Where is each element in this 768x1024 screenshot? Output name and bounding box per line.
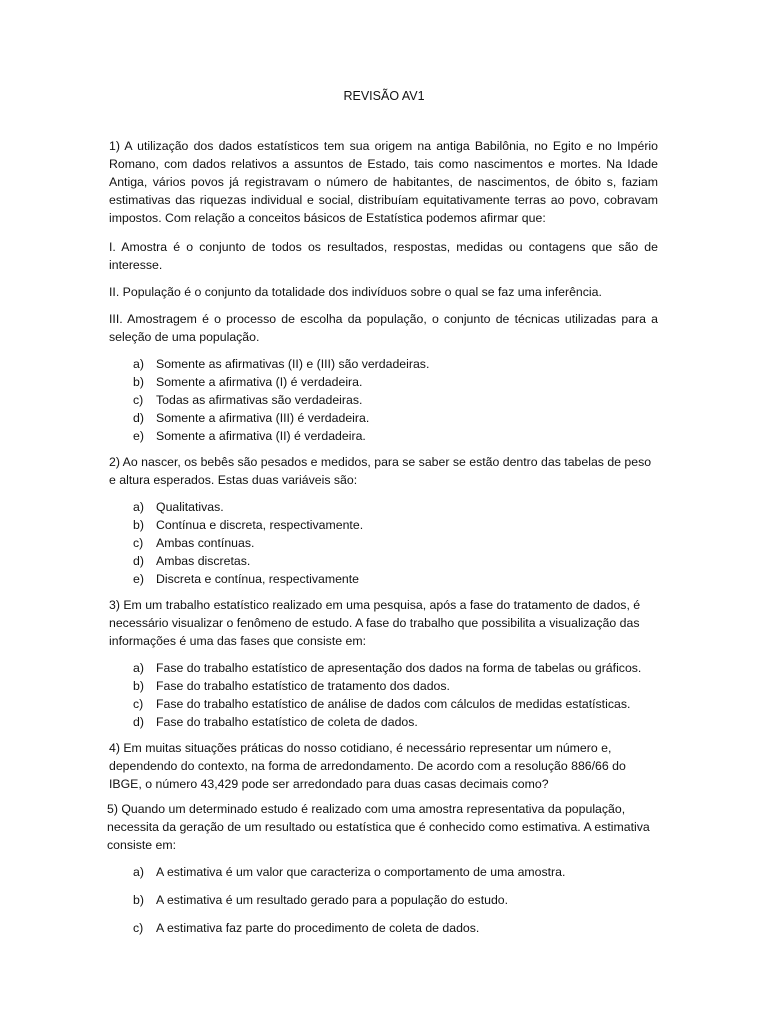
option-letter: b): [133, 893, 144, 907]
option-text: Qualitativas.: [156, 500, 224, 514]
option-text: Fase do trabalho estatístico de análise de dados com cálculos de medidas estatísticas.: [156, 697, 631, 711]
question-1-statement-1: I. Amostra é o conjunto de todos os resultados, respostas, medidas ou contagens que são de interesse.: [109, 240, 658, 272]
option-text: Somente as afirmativas (II) e (III) são verdadeiras.: [156, 357, 430, 371]
question-4-text: 4) Em muitas situações práticas do nosso cotidiano, é necessário representar um número e, dependendo do contexto, na forma de arredondamento. De acordo com a resolução 886/66 do IBGE, o número 43,429 pode ser arredondado para duas casas decimais como?: [109, 741, 626, 791]
option-text: Somente a afirmativa (I) é verdadeira.: [156, 375, 363, 389]
option-letter: a): [133, 865, 144, 879]
question-5-options: [133, 863, 673, 947]
option-text: Fase do trabalho estatístico de coleta de dados.: [156, 715, 418, 729]
option-item: [133, 659, 673, 677]
option-text: Fase do trabalho estatístico de apresentação dos dados na forma de tabelas ou gráficos.: [156, 661, 642, 675]
option-letter: a): [133, 357, 144, 371]
option-text: A estimativa faz parte do procedimento de coleta de dados.: [156, 921, 480, 935]
question-2-text: 2) Ao nascer, os bebês são pesados e medidos, para se saber se estão dentro das tabelas de peso e altura esperados. Estas duas variáveis são:: [109, 455, 652, 487]
option-letter: e): [133, 429, 144, 443]
option-letter: d): [133, 411, 144, 425]
option-letter: c): [133, 536, 144, 550]
option-item: [133, 677, 673, 695]
option-letter: a): [133, 661, 144, 675]
option-item: [133, 409, 673, 427]
option-text: Todas as afirmativas são verdadeiras.: [156, 393, 363, 407]
question-2-options: [133, 498, 673, 588]
option-letter: b): [133, 518, 144, 532]
option-text: Ambas contínuas.: [156, 536, 255, 550]
option-item: [133, 373, 673, 391]
option-item: [133, 355, 673, 373]
option-item: [133, 695, 673, 713]
option-letter: c): [133, 921, 144, 935]
question-1-statement-3: III. Amostragem é o processo de escolha da população, o conjunto de técnicas utilizadas para a seleção de uma população.: [109, 312, 658, 344]
option-text: Ambas discretas.: [156, 554, 251, 568]
question-1-statement-2: II. População é o conjunto da totalidade dos indivíduos sobre o qual se faz uma inferência.: [109, 285, 602, 299]
option-item: [133, 516, 673, 534]
question-1-options: [133, 355, 673, 445]
question-3-text: 3) Em um trabalho estatístico realizado em uma pesquisa, após a fase do tratamento de dados, é necessário visualizar o fenômeno de estudo. A fase do trabalho que possibilita a visualização das informações é uma das fases que consiste em:: [109, 598, 641, 648]
page-title: REVISÃO AV1: [343, 89, 425, 103]
option-item: [133, 863, 673, 881]
option-item: [133, 391, 673, 409]
option-letter: a): [133, 500, 144, 514]
option-letter: d): [133, 715, 144, 729]
option-text: Somente a afirmativa (II) é verdadeira.: [156, 429, 366, 443]
option-item: [133, 570, 673, 588]
option-letter: d): [133, 554, 144, 568]
option-letter: e): [133, 572, 144, 586]
option-item: [133, 552, 673, 570]
option-letter: c): [133, 697, 144, 711]
option-item: [133, 534, 673, 552]
option-text: Discreta e contínua, respectivamente: [156, 572, 360, 586]
option-item: [133, 919, 673, 937]
question-5-text: 5) Quando um determinado estudo é realizado com uma amostra representativa da população, necessita da geração de um resultado ou estatística que é conhecido como estimativa. A estimativa consiste em:: [107, 802, 650, 852]
option-letter: c): [133, 393, 144, 407]
option-text: A estimativa é um valor que caracteriza o comportamento de uma amostra.: [156, 865, 566, 879]
option-text: A estimativa é um resultado gerado para a população do estudo.: [156, 893, 509, 907]
option-text: Somente a afirmativa (III) é verdadeira.: [156, 411, 370, 425]
option-item: [133, 498, 673, 516]
option-text: Contínua e discreta, respectivamente.: [156, 518, 364, 532]
option-letter: b): [133, 679, 144, 693]
option-item: [133, 891, 673, 909]
question-3-options: [133, 659, 673, 731]
option-text: Fase do trabalho estatístico de tratamento dos dados.: [156, 679, 450, 693]
option-item: [133, 427, 673, 445]
option-letter: b): [133, 375, 144, 389]
option-item: [133, 713, 673, 731]
question-1-text: 1) A utilização dos dados estatísticos tem sua origem na antiga Babilônia, no Egito e no Império Romano, com dados relativos a assuntos de Estado, tais como nascimentos e mortes. Na Idade Antiga, vários povos já registravam o número de habitantes, de nascimentos, de óbito s, faziam estimativas das riquezas individual e social, distribuíam equitativamente terras ao povo, cobravam impostos. Com relação a conceitos básicos de Estatística podemos afirmar que:: [109, 139, 658, 225]
